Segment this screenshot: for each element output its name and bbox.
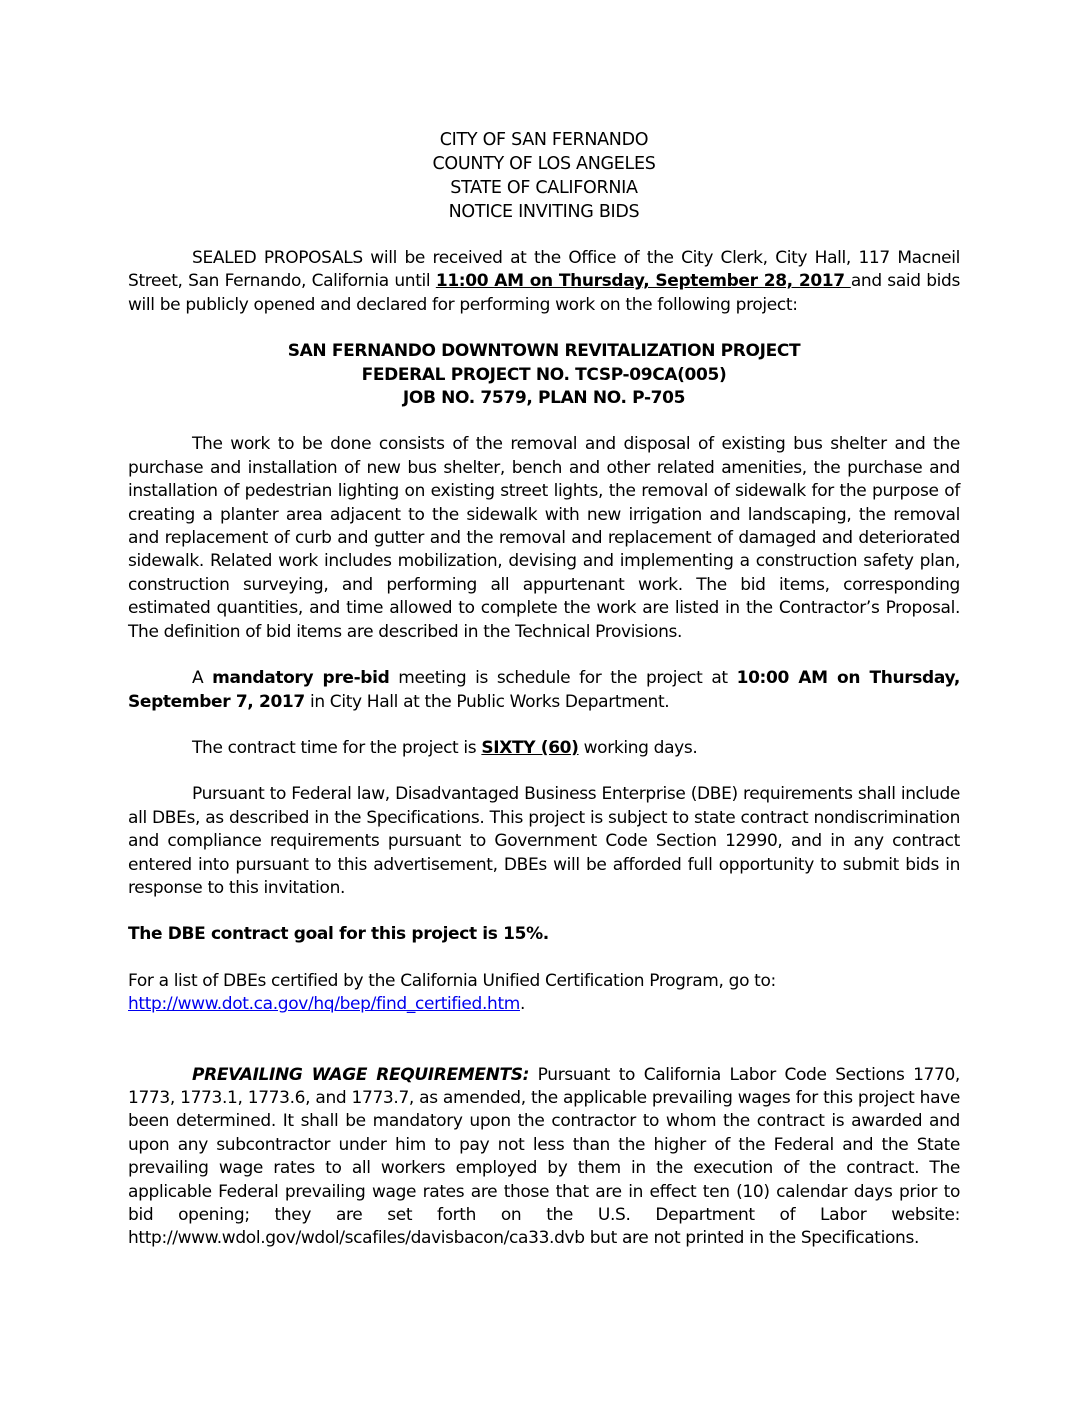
header-county: COUNTY OF LOS ANGELES [432,154,656,174]
intro-paragraph [128,247,960,317]
prebid-text-a: A [192,668,213,689]
scope-paragraph: The work to be done consists of the removal and disposal of existing bus shelter and the purchase and installation of new bus shelter, bench and other related amenities, the purchase and installation of pedestrian lighting on existing street lights, the removal of sidewalk for the purpose of creating a planter area adjacent to the sidewalk with new irrigation and landscaping, the removal and replacement of curb and gutter and the removal and replacement of damaged and deteriorated sidewalk. Related work includes mobilization, devising and implementing a construction safety plan, construction surveying, and performing all appurtenant work. The bid items, corresponding estimated quantities, and time allowed to complete the work are listed in the Contractor’s Proposal. The definition of bid items are described in the Technical Provisions. [128,434,960,642]
dbe-list-text: For a list of DBEs certified by the California Unified Certification Program, go to: [128,970,776,991]
dbe-goal: The DBE contract goal for this project is 15%. [128,924,549,945]
federal-project-number: FEDERAL PROJECT NO. TCSP-09CA(005) [361,364,727,385]
project-block [128,340,960,410]
prebid-text-b: meeting is schedule for the project at [389,668,737,689]
header-title: NOTICE INVITING BIDS [448,202,640,222]
project-name: SAN FERNANDO DOWNTOWN REVITALIZATION PROJECT [287,341,801,362]
dbe-list-paragraph [128,970,960,1017]
prebid-datetime: 10:00 AM on Thursday, September 7, 2017 [128,668,960,712]
wage-text: Pursuant to California Labor Code Sections 1770, 1773, 1773.1, 1773.6, and 1773.7, as amended, the applicable prevailing wages for this project have been determined. It shall be mandatory upon the contractor to whom the contract is awarded and upon any subcontractor under him to pay not less than the higher of the Federal and the State prevailing wage rates to all workers employed by them in the execution of the contract. The applicable Federal prevailing wage rates are those that are in effect ten (10) calendar days prior to bid opening; they are set forth on the U.S. Department of Labor website: http://www.wdol.gov/wdol/scafiles/davisbacon/ca33.dvb but are not printed in the Specifications. [128,1064,960,1249]
intro-text-a: SEALED PROPOSALS will be received at the Office of the City Clerk, City Hall, 117 Macneil Street, San Fernando, California until [128,248,960,292]
wage-heading: PREVAILING WAGE REQUIREMENTS: [192,1064,530,1085]
job-plan-number: JOB NO. 7579, PLAN NO. P-705 [402,388,686,409]
notice-page [128,128,960,1251]
notice-header [128,128,960,224]
intro-text-b: and said bids will be publicly opened and declared for performing work on the following project: [128,271,961,315]
contract-time-paragraph [128,737,960,760]
contract-time-text-b: working days. [578,737,698,758]
wage-paragraph [128,1064,960,1251]
contract-time-text-a: The contract time for the project is [192,737,482,758]
prebid-text-c: in City Hall at the Public Works Department. [304,691,670,712]
contract-days: SIXTY (60) [481,737,579,758]
bid-deadline: 11:00 AM on Thursday, September 28, 2017 [435,271,851,292]
prebid-paragraph [128,667,960,714]
dbe-certified-link[interactable]: http://www.dot.ca.gov/hq/bep/find_certified.htm [128,994,520,1015]
header-state: STATE OF CALIFORNIA [450,178,638,198]
header-city: CITY OF SAN FERNANDO [439,130,649,150]
mandatory-prebid: mandatory pre-bid [212,668,390,689]
dbe-paragraph: Pursuant to Federal law, Disadvantaged Business Enterprise (DBE) requirements shall include all DBEs, as described in the Specifications. This project is subject to state contract nondiscrimination and compliance requirements pursuant to Government Code Section 12990, and in any contract entered into pursuant to this advertisement, DBEs will be afforded full opportunity to submit bids in response to this invitation. [128,784,960,898]
dbe-list-suffix: . [519,994,526,1015]
